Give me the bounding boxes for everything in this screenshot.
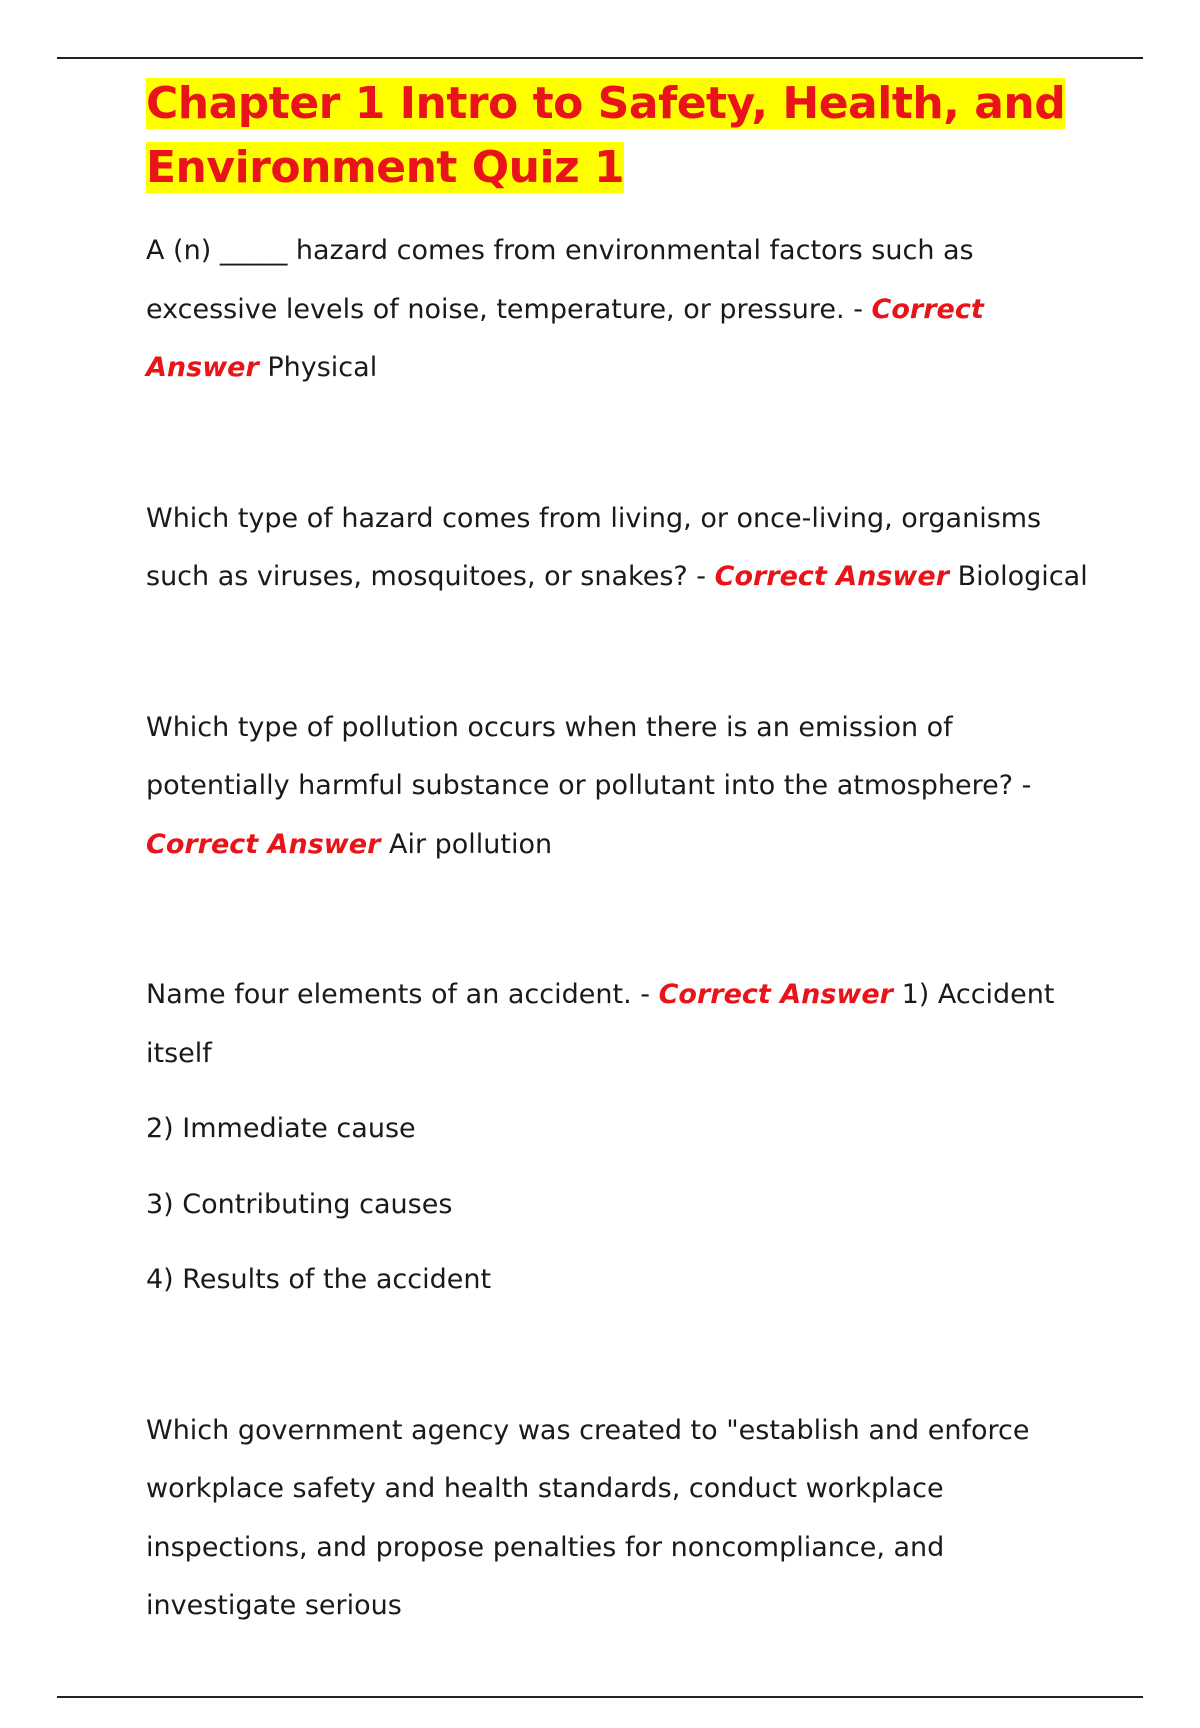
answer-text: Biological	[957, 561, 1088, 592]
correct-answer-label: Correct Answer	[658, 979, 893, 1010]
question-text: Which type of pollution occurs when there is an emission of potentially harmful substance or pollutant into the atmosphere? -	[146, 711, 1032, 801]
question-text: Name four elements of an accident. -	[146, 979, 659, 1010]
answer-text: 1) Accident itself	[146, 979, 1055, 1069]
answer-text: Air pollution	[388, 828, 553, 860]
question-2	[146, 490, 1091, 607]
answer-text: Physical	[267, 352, 378, 383]
bottom-rule	[57, 1696, 1143, 1698]
question-1	[146, 222, 1091, 398]
question-5	[146, 1402, 1091, 1636]
question-4	[146, 966, 1091, 1083]
question-text: Which type of hazard comes from living, or once-living, organisms such as viruses, mosquitoes, or snakes? -	[146, 502, 1042, 592]
correct-answer-label: Correct Answer	[146, 293, 984, 383]
correct-answer-label: Correct Answer	[714, 561, 950, 592]
document-title-text: Chapter 1 Intro to Safety, Health, and Environment Quiz 1	[146, 78, 1066, 193]
question-3	[146, 699, 1091, 875]
document-title	[146, 72, 1091, 200]
question-text: A (n) _____ hazard comes from environmental factors such as excessive levels of noise, temperature, or pressure. -	[146, 235, 974, 325]
question-text: Which government agency was created to "establish and enforce workplace safety and health standards, conduct workplace inspections, and propose penalties for noncompliance, and investigate serious	[146, 1414, 1030, 1621]
answer-list-item: 2) Immediate cause	[146, 1113, 416, 1144]
document-body	[146, 72, 1091, 1728]
correct-answer-label: Correct Answer	[146, 828, 381, 860]
answer-list-item: 3) Contributing causes	[146, 1188, 453, 1220]
answer-list-item: 4) Results of the accident	[146, 1264, 492, 1295]
top-rule	[57, 57, 1143, 59]
